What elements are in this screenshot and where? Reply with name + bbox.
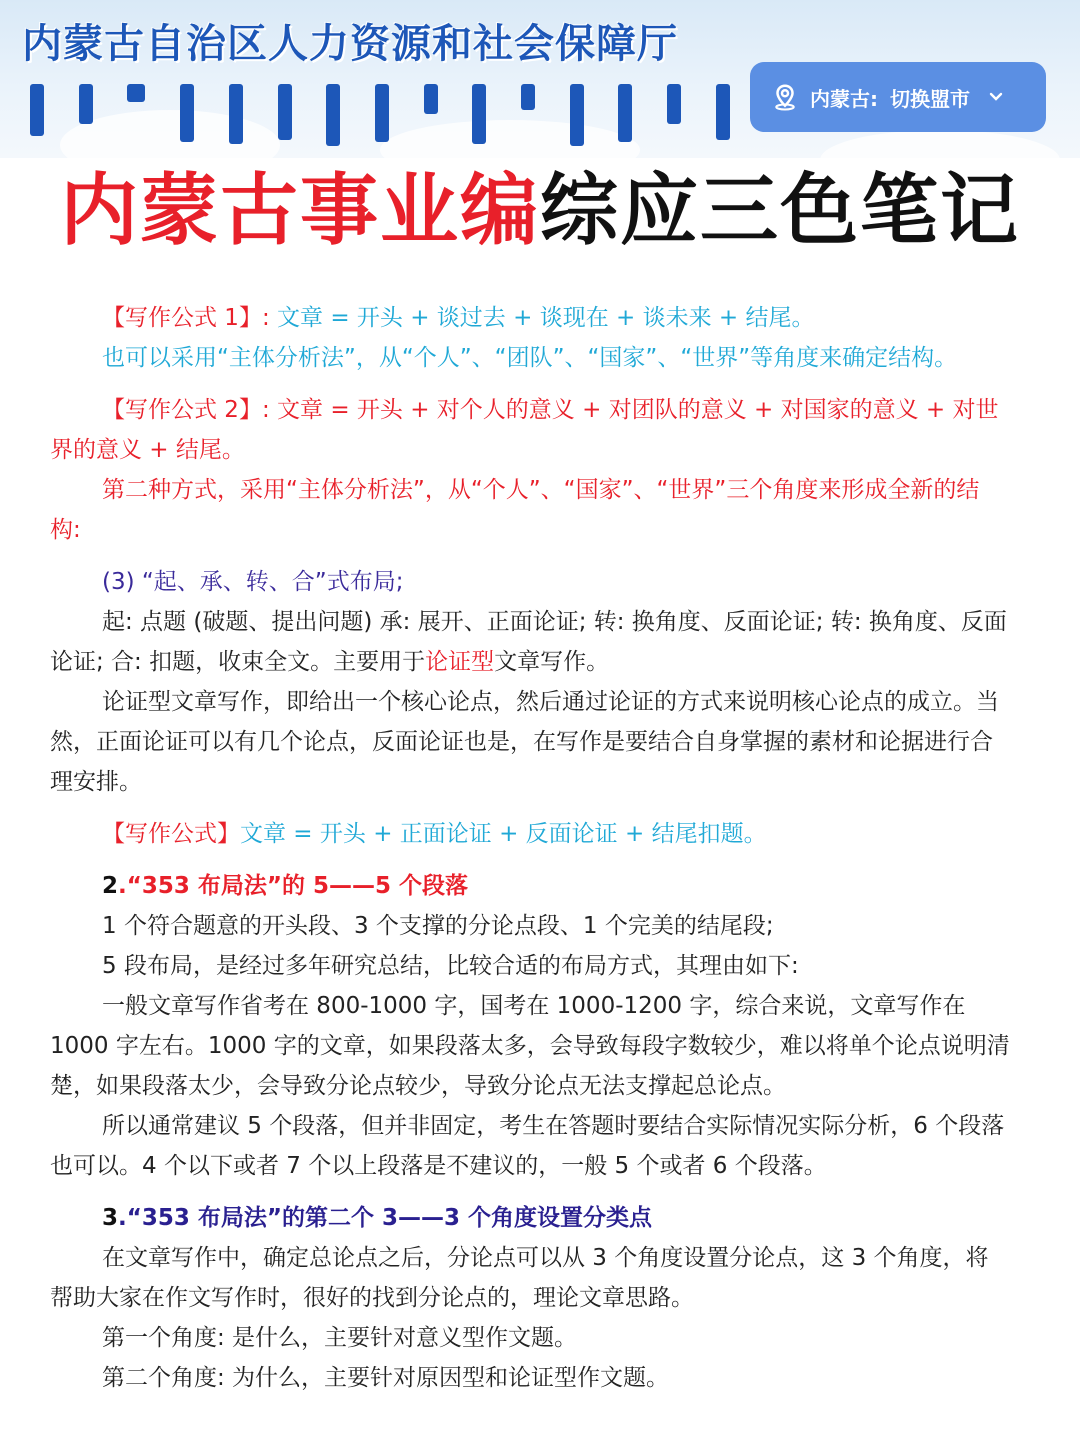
heading-3 [50, 1198, 1010, 1238]
heading-2 [50, 866, 1010, 906]
heading-3-text: .“353 布局法”的第二个 3——3 个角度设置分类点 [118, 1205, 653, 1231]
mongolian-glyph [30, 84, 44, 136]
mongolian-glyph [375, 84, 389, 142]
formula-1-note: 也可以采用“主体分析法”，从“个人”、“团队”、“国家”、“世界”等角度来确定结构。 [102, 345, 958, 371]
site-header [0, 0, 1080, 158]
heading-2-number: 2 [102, 873, 119, 899]
heading-2-paragraph-1: 1 个符合题意的开头段、3 个支撑的分论点段、1 个完美的结尾段; [102, 913, 774, 939]
location-pin-icon [770, 82, 800, 112]
heading-3-number: 3 [102, 1205, 119, 1231]
section-3-heading: (3) “起、承、转、合”式布局; [102, 569, 404, 595]
heading-3-paragraph-1: 在文章写作中，确定总论点之后，分论点可以从 3 个角度设置分论点，这 3 个角度，将帮助大家在作文写作时，很好的找到分论点的，理论文章思路。 [50, 1245, 989, 1311]
title-red-part: 内蒙古事业编 [59, 166, 540, 256]
switch-city-label: 切换盟市 [890, 86, 970, 111]
formula-2-text: 文章 = 开头 + 对个人的意义 + 对团队的意义 + 对国家的意义 + 对世界的意义 + 结尾。 [50, 397, 999, 463]
mongolian-glyph [521, 84, 535, 110]
formula-2-label: 【写作公式 2】: [102, 397, 270, 423]
heading-2-text: .“353 布局法”的 5——5 个段落 [118, 873, 469, 899]
section-3-highlight: 论证型 [425, 649, 495, 675]
location-label: 内蒙古: [810, 86, 878, 111]
mongolian-glyph [180, 84, 194, 142]
section-3-paragraph-2: 论证型文章写作，即给出一个核心论点，然后通过论证的方式来说明核心论点的成立。当然，正面论证可以有几个论点，反面论证也是，在写作是要结合自身掌握的素材和论据进行合理安排。 [50, 689, 999, 795]
mongolian-glyph [424, 84, 438, 114]
mongolian-glyph [326, 84, 340, 146]
mongolian-glyph [472, 84, 486, 144]
section-3-p1-text: 起: 点题 (破题、提出问题) 承: 展开、正面论证; 转: 换角度、反面论证; 转: 换角度、反面论证; 合: 扣题，收束全文。主要用于 [50, 609, 1007, 675]
mongolian-glyph [570, 84, 584, 146]
mongolian-script-title [30, 84, 730, 158]
formula-2 [50, 390, 1010, 470]
org-title: 内蒙古自治区人力资源和社会保障厅 [22, 21, 678, 67]
formula-3-label: 【写作公式】 [102, 821, 240, 847]
section-3-p1-end: 文章写作。 [494, 649, 610, 675]
formula-2-note: 第二种方式，采用“主体分析法”，从“个人”、“国家”、“世界”三个角度来形成全新的结构: [50, 477, 980, 543]
mongolian-glyph [716, 84, 730, 140]
mongolian-glyph [618, 84, 632, 142]
formula-1 [50, 298, 1010, 338]
cloud-decoration [820, 130, 1060, 158]
section-3-paragraph-1 [50, 602, 1010, 682]
chevron-down-icon [988, 89, 1004, 105]
mongolian-glyph [667, 84, 681, 124]
formula-3 [50, 814, 1010, 854]
mongolian-glyph [127, 84, 145, 102]
formula-1-text: 文章 = 开头 + 谈过去 + 谈现在 + 谈未来 + 结尾。 [269, 305, 815, 331]
mongolian-glyph [278, 84, 292, 140]
heading-3-paragraph-2: 第一个角度: 是什么，主要针对意义型作文题。 [102, 1325, 578, 1351]
heading-2-paragraph-3: 一般文章写作省考在 800-1000 字，国考在 1000-1200 字，综合来说，文章写作在 1000 字左右。1000 字的文章，如果段落太多，会导致每段字数较少，难以将单个论点说明清楚，如果段落太少，会导致分论点较少，导致分论点无法支撑起总论点。 [50, 993, 1010, 1099]
switch-city-button[interactable] [750, 62, 1046, 132]
notes-content [50, 298, 1010, 1398]
formula-1-label: 【写作公式 1】: [102, 305, 270, 331]
formula-3-text: 文章 = 开头 + 正面论证 + 反面论证 + 结尾扣题。 [240, 821, 767, 847]
heading-3-paragraph-3: 第二个角度: 为什么，主要针对原因型和论证型作文题。 [102, 1365, 670, 1391]
page-title [0, 163, 1080, 259]
heading-2-paragraph-2: 5 段布局，是经过多年研究总结，比较合适的布局方式，其理由如下: [102, 953, 799, 979]
mongolian-glyph [79, 84, 93, 124]
mongolian-glyph [229, 84, 243, 144]
heading-2-paragraph-4: 所以通常建议 5 个段落，但并非固定，考生在答题时要结合实际情况实际分析，6 个段落也可以。4 个以下或者 7 个以上段落是不建议的，一般 5 个或者 6 个段落。 [50, 1113, 1005, 1179]
title-black-part: 综应三色笔记 [540, 166, 1021, 256]
